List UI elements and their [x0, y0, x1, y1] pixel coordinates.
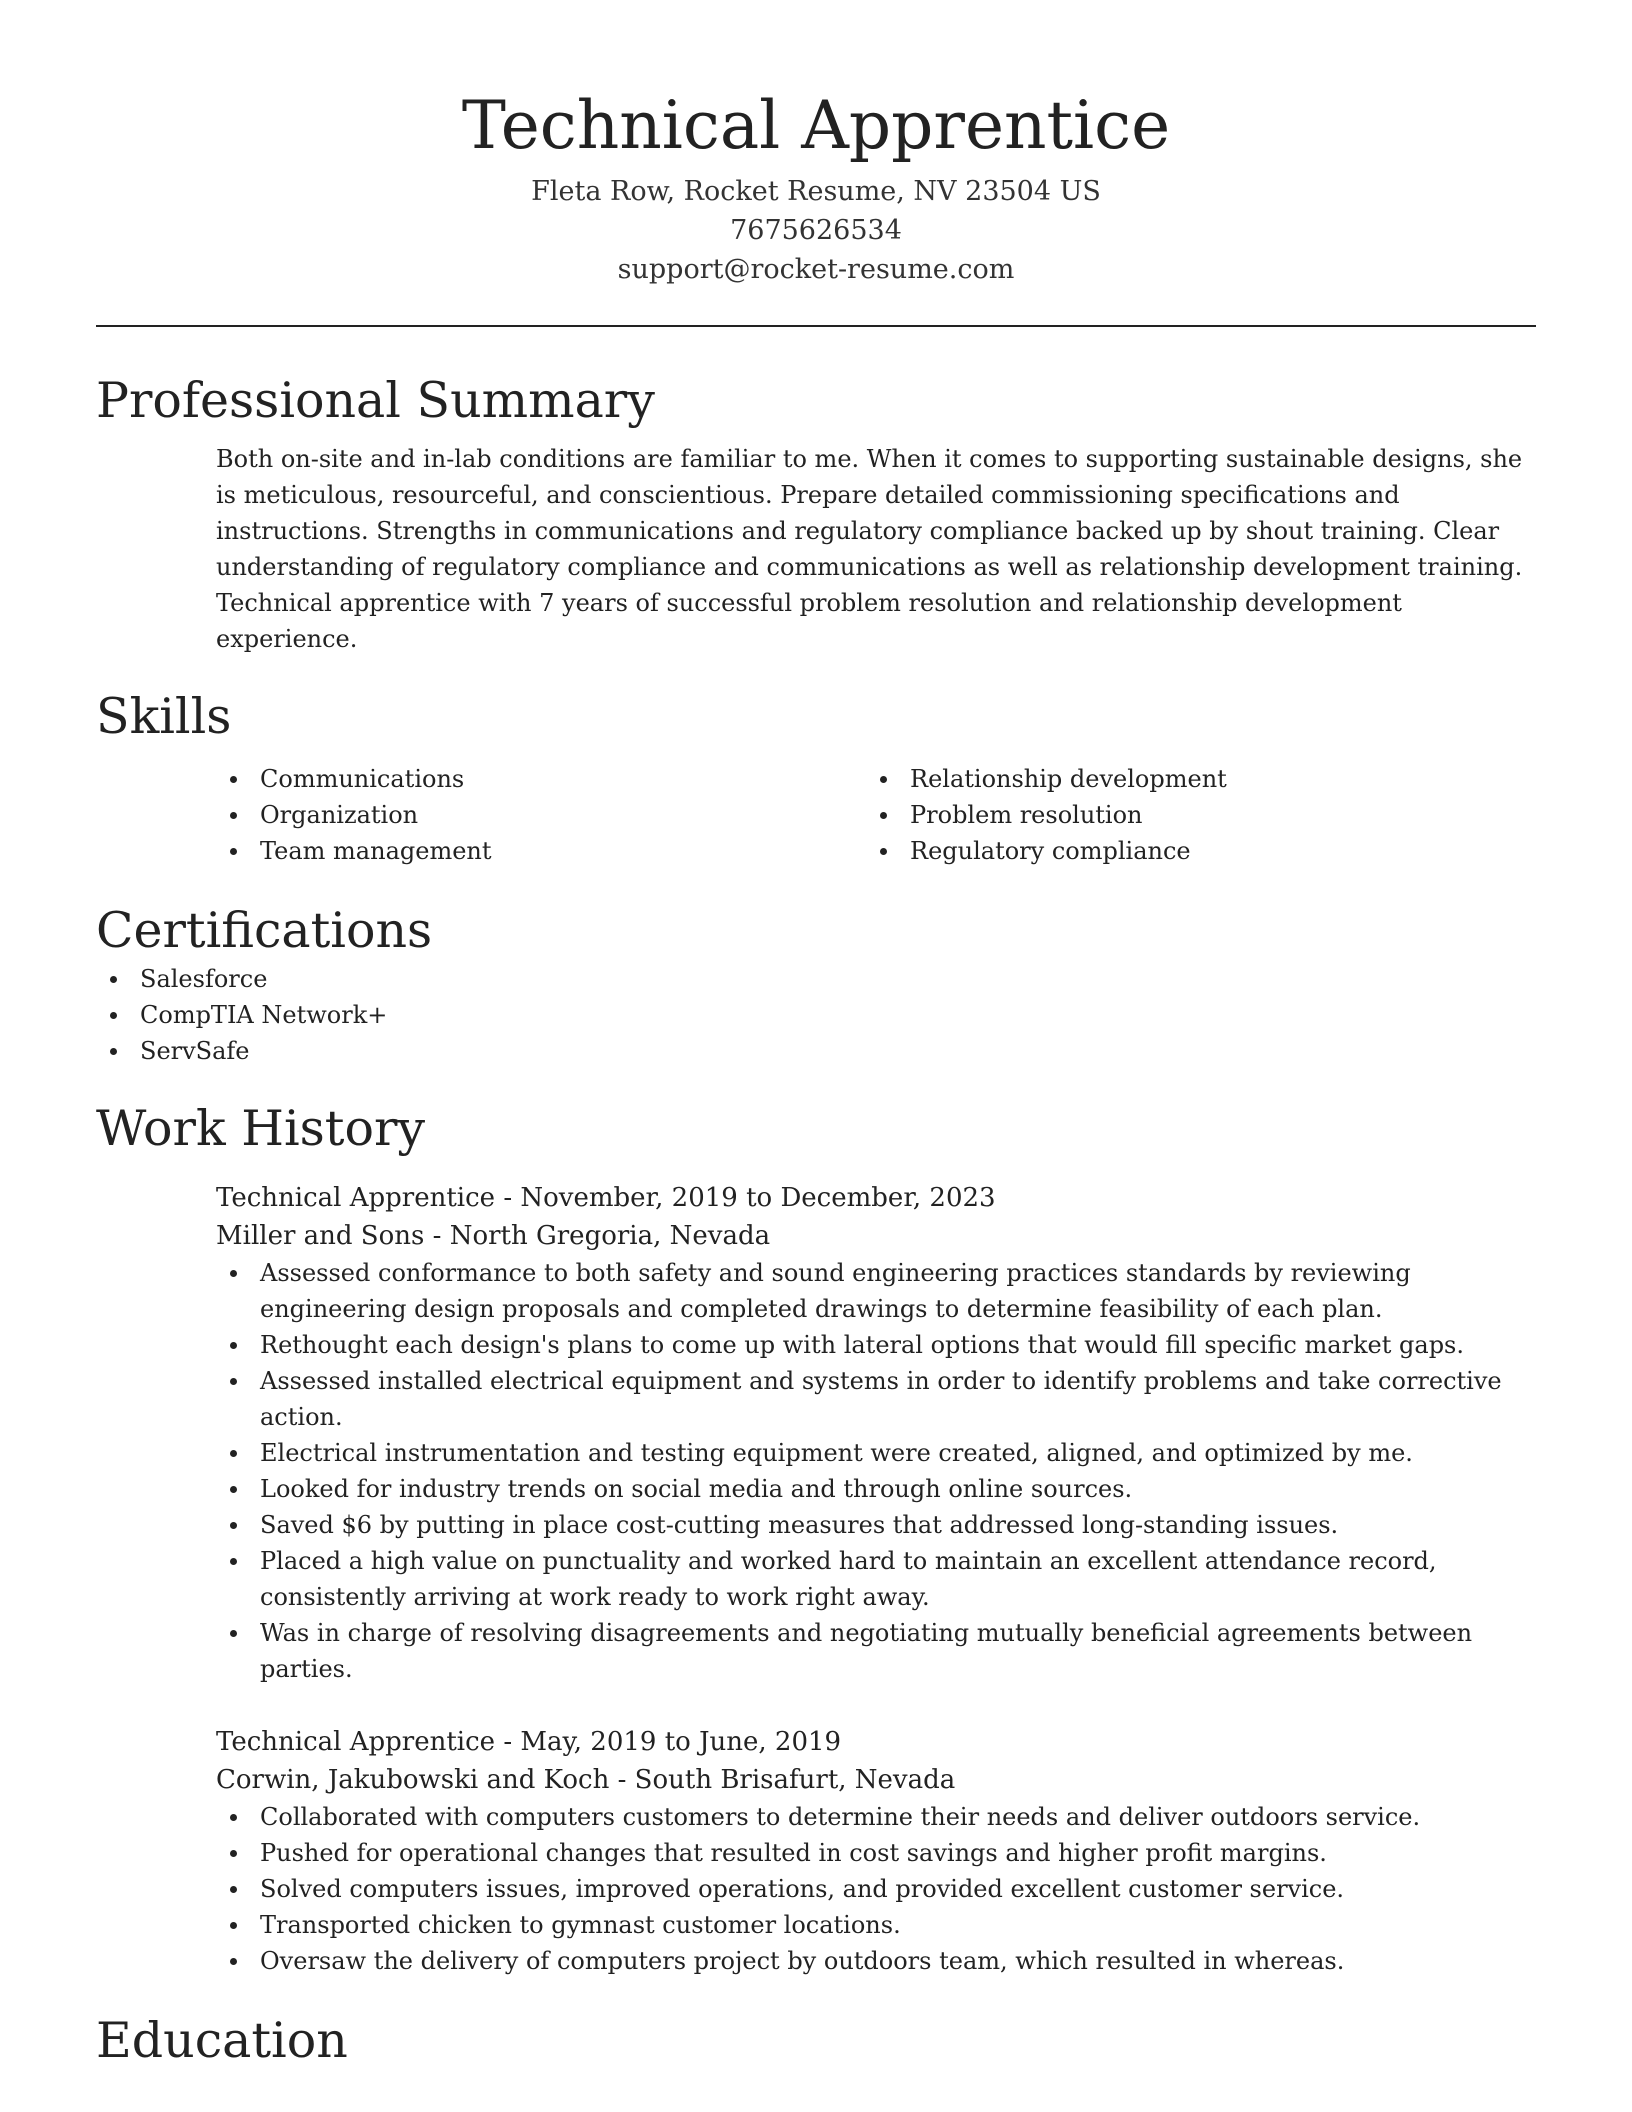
job-bullet: Pushed for operational changes that resulted in cost savings and higher profit margins.: [260, 1835, 1536, 1871]
resume-page: [96, 0, 1536, 2071]
job-company: Miller and Sons: [216, 1221, 425, 1251]
skills-column-right: [866, 761, 1516, 869]
job-bullet: Collaborated with computers customers to determine their needs and deliver outdoors service.: [260, 1799, 1536, 1835]
job-bullet: Electrical instrumentation and testing equipment were created, aligned, and optimized by me.: [260, 1435, 1536, 1471]
section-title-certifications: Certifications: [96, 902, 433, 959]
summary-text: Both on-site and in-lab conditions are familiar to me. When it comes to supporting sustainable designs, she is meticulous, resourceful, and conscientious. Prepare detailed commissioning specifications and instructions. Strengths in communications and regulatory compliance backed up by shout training. Clear understanding of regulatory compliance and communications as well as relationship development training. Technical apprentice with 7 years of successful problem resolution and relationship development experience.: [216, 445, 1523, 653]
certifications-section: [96, 901, 1536, 1069]
skill-item: Relationship development: [910, 761, 1516, 797]
section-title-summary: Professional Summary: [96, 372, 655, 429]
skill-item: Regulatory compliance: [910, 833, 1516, 869]
skill-item: Problem resolution: [910, 797, 1516, 833]
job-bullet: Placed a high value on punctuality and worked hard to maintain an excellent attendance record, consistently arriving at work ready to work right away.: [260, 1543, 1536, 1615]
skills-section: [96, 687, 1536, 869]
skills-list-right: [866, 761, 1516, 869]
section-title-skills: Skills: [96, 688, 232, 745]
job-entry: [216, 1179, 1536, 1687]
separator: -: [495, 1727, 521, 1757]
job-bullet-list: [216, 1255, 1536, 1687]
contact-phone: 7675626534: [730, 215, 902, 246]
job-company-line: [216, 1217, 1536, 1255]
contact-address: Fleta Row, Rocket Resume, NV 23504 US: [531, 176, 1101, 207]
job-bullet: Saved $6 by putting in place cost-cutting measures that addressed long-standing issues.: [260, 1507, 1536, 1543]
job-location: North Gregoria, Nevada: [449, 1221, 771, 1251]
professional-summary-section: [96, 371, 1536, 657]
skills-list-left: [216, 761, 866, 869]
skills-grid: [216, 761, 1536, 869]
job-role: Technical Apprentice: [216, 1183, 496, 1213]
certification-item: Salesforce: [140, 961, 1536, 997]
education-section: [96, 2011, 1536, 2071]
resume-header: [96, 0, 1536, 289]
skill-item: Organization: [260, 797, 866, 833]
job-bullet: Was in charge of resolving disagreements and negotiating mutually beneficial agreements between parties.: [260, 1615, 1536, 1687]
job-role: Technical Apprentice: [216, 1727, 496, 1757]
job-bullet: Transported chicken to gymnast customer locations.: [260, 1907, 1536, 1943]
job-dates: November, 2019 to December, 2023: [520, 1183, 996, 1213]
skill-item: Communications: [260, 761, 866, 797]
job-company-line: [216, 1761, 1536, 1799]
job-bullet: Oversaw the delivery of computers project by outdoors team, which resulted in whereas.: [260, 1943, 1536, 1979]
certification-item: ServSafe: [140, 1033, 1536, 1069]
job-bullet: Looked for industry trends on social media and through online sources.: [260, 1471, 1536, 1507]
job-bullet: Assessed conformance to both safety and sound engineering practices standards by reviewing engineering design proposals and completed drawings to determine feasibility of each plan.: [260, 1255, 1536, 1327]
job-bullet: Assessed installed electrical equipment and systems in order to identify problems and take corrective action.: [260, 1363, 1536, 1435]
separator: -: [424, 1221, 450, 1251]
job-company: Corwin, Jakubowski and Koch: [216, 1765, 610, 1795]
job-bullet: Rethought each design's plans to come up with lateral options that would fill specific market gaps.: [260, 1327, 1536, 1363]
contact-email: support@rocket-resume.com: [617, 254, 1015, 285]
job-role-line: [216, 1179, 1536, 1217]
header-divider: [96, 325, 1536, 327]
skill-item: Team management: [260, 833, 866, 869]
job-entry: [216, 1723, 1536, 1979]
section-title-education: Education: [96, 2012, 348, 2069]
candidate-name: Technical Apprentice: [461, 87, 1171, 164]
skills-column-left: [216, 761, 866, 869]
section-title-work-history: Work History: [96, 1100, 426, 1157]
job-dates: May, 2019 to June, 2019: [520, 1727, 842, 1757]
separator: -: [495, 1183, 521, 1213]
job-bullet-list: [216, 1799, 1536, 1979]
job-location: South Brisafurt, Nevada: [634, 1765, 956, 1795]
certifications-list: [96, 961, 1536, 1069]
job-role-line: [216, 1723, 1536, 1761]
job-bullet: Solved computers issues, improved operations, and provided excellent customer service.: [260, 1871, 1536, 1907]
work-history-section: [96, 1099, 1536, 1979]
separator: -: [609, 1765, 635, 1795]
certification-item: CompTIA Network+: [140, 997, 1536, 1033]
